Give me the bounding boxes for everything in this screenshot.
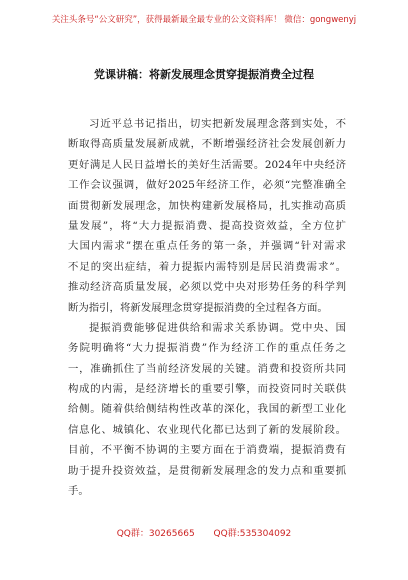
paragraph-2-line: 助于提升投资效益，是贯彻新发展理念的发力点和重要抓 (68, 464, 346, 477)
document-title: 党课讲稿：将新发展理念贯穿提振消费全过程 (94, 68, 314, 81)
paragraph-1-line: 大国内需求”摆在重点任务的第一条，并强调“针对需求 (68, 240, 346, 253)
paragraph-1-line: 断取得高质量发展新成就，不断增强经济社会发展创新力 (68, 138, 346, 151)
paragraph-1-line: 面贯彻新发展理念，加快构建新发展格局，扎实推动高质 (68, 199, 346, 212)
qq-group-1: QQ群：30265665 (116, 529, 195, 539)
paragraph-1-line: 更好满足人民日益增长的美好生活需要。2024年中央经济 (68, 158, 346, 171)
paragraph-2-line: 给侧。随着供给侧结构性改革的深化，我国的新型工业化 (68, 403, 346, 416)
document-body (68, 114, 346, 501)
paragraph-2-line: 一，准确抓住了当前经济发展的关键。消费和投资所共同 (68, 362, 346, 375)
paragraph-1-line: 量发展”，将“大力提振消费、提高投资效益，全方位扩 (68, 219, 346, 232)
paragraph-1-line: 工作会议强调，做好2025年经济工作，必须“完整准确全 (68, 179, 346, 192)
paragraph-2-line: 手。 (68, 485, 89, 498)
paragraph-2-line: 目前，不平衡不协调的主要方面在于消费端，提振消费有 (68, 444, 346, 457)
paragraph-1-line: 推动经济高质量发展，必须以党中央对形势任务的科学判 (68, 281, 346, 294)
qq-footer (0, 528, 408, 540)
qq-group-2: QQ群:535304092 (213, 529, 292, 539)
paragraph-1-line: 不足的突出症结，着力提振内需特别是居民消费需求”。 (68, 260, 346, 273)
paragraph-2-line: 提振消费能够促进供给和需求关系协调。党中央、国 (89, 321, 346, 334)
paragraph-1-line: 习近平总书记指出，切实把新发展理念落到实处，不 (89, 118, 346, 130)
paragraph-2-line: 信息化、城镇化、农业现代化都已达到了新的发展阶段。 (68, 423, 346, 436)
paragraph-1-line: 断为指引，将新发展理念贯穿提振消费的全过程各方面。 (68, 301, 328, 314)
promo-header: 关注头条号“公文研究”，获得最新最全最专业的公文资料库！ 微信：gongwenyj (51, 15, 357, 25)
paragraph-2-line: 务院明确将“大力提振消费”作为经济工作的重点任务之 (68, 342, 346, 355)
paragraph-2-line: 构成的内需，是经济增长的重要引擎，而投资同时关联供 (68, 383, 346, 396)
